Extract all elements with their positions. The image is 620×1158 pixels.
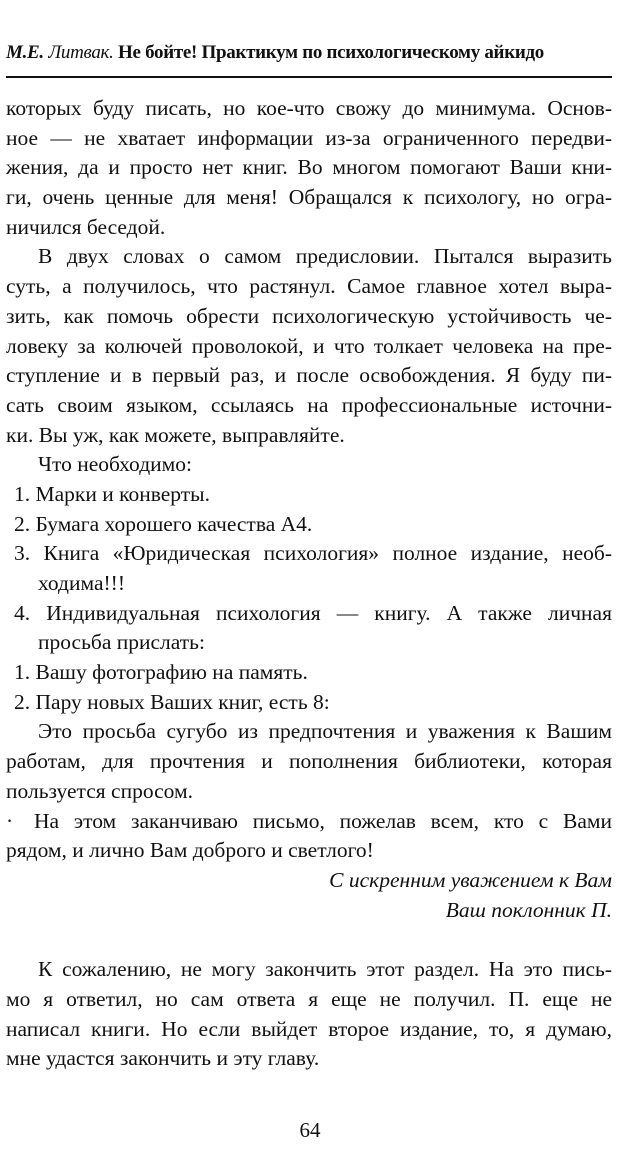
text-line: работам, для прочтения и пополнения библиотеки, которая (6, 749, 612, 774)
page-body (6, 94, 612, 1074)
text-line: зить, как помочь обрести психологическую устойчивость че- (6, 303, 612, 328)
text-line: ступление и в первый раз, и после освобождения. Я буду пи- (6, 363, 612, 388)
list-item-continuation: просьба прислать: (38, 630, 205, 655)
text-line: мне удастся закончить и эту главу. (6, 1046, 320, 1071)
text-line: жения, да и просто нет книг. Во многом помогают Ваши кни- (6, 155, 612, 180)
text-line: написал книги. Но если выйдет второе издание, то, я думаю, (6, 1016, 612, 1041)
text-line: сать своим языком, ссылаясь на профессиональные источни- (6, 392, 612, 417)
text-line: рядом, и лично Вам доброго и светлого! (6, 838, 374, 863)
text-line: которых буду писать, но кое-что свожу до минимума. Основ- (6, 96, 612, 120)
signature-name: Ваш поклонник П. (445, 897, 612, 922)
paragraph-start-line: Это просьба сугубо из предпочтения и уважения к Вашим (38, 719, 612, 744)
list-item: 2. Пару новых Ваших книг, есть 8: (14, 689, 330, 714)
list-item: 2. Бумага хорошего качества А4. (14, 511, 313, 536)
text-line: ги, очень ценные для меня! Обращался к психологу, но огра- (6, 185, 612, 210)
paragraph-gap (6, 925, 612, 955)
list-item: 1. Марки и конверты. (14, 481, 210, 506)
paragraph-start-line: К сожалению, не могу закончить этот раздел. На это пись- (38, 957, 612, 982)
text-line: суть, а получилось, что растянул. Самое главное хотел выра- (6, 274, 612, 299)
header-author-initials: М.Е. (6, 42, 49, 63)
text-line: ничился беседой. (6, 214, 166, 239)
page-number: 64 (299, 1118, 321, 1142)
text-line: пользуется спросом. (6, 778, 193, 803)
text-line: ки. Вы уж, как можете, выправляйте. (6, 422, 345, 447)
list-item-continuation: ходима!!! (38, 571, 125, 595)
text-line: ловеку за колючей проволокой, и что толкает человека на пре- (6, 333, 612, 358)
list-item: 3. Книга «Юридическая психология» полное издание, необ- (14, 541, 612, 566)
text-line: ное — не хватает информации из-за ограниченного передви- (6, 125, 612, 150)
paragraph-start-line (6, 807, 612, 837)
running-header (6, 42, 612, 78)
list-item: 1. Вашу фотографию на память. (14, 660, 308, 685)
signature-line: С искренним уважением к Вам (329, 867, 612, 892)
header-author-last-name: Литвак. (48, 42, 114, 63)
header-book-title: Не бойте! Практикум по психологическому айкидо (113, 42, 545, 63)
list-item: 4. Индивидуальная психология — книгу. А также личная (14, 600, 612, 625)
paragraph-start-line: Что необходимо: (38, 452, 192, 477)
text-line: мо я ответил, но сам ответа я еще не получил. П. еще не (6, 986, 612, 1011)
stray-mark: · (6, 808, 14, 833)
paragraph-start-line: В двух словах о самом предисловии. Пытался выразить (38, 244, 612, 269)
text-line: На этом заканчиваю письмо, пожелав всем, кто с Вами (34, 808, 612, 833)
